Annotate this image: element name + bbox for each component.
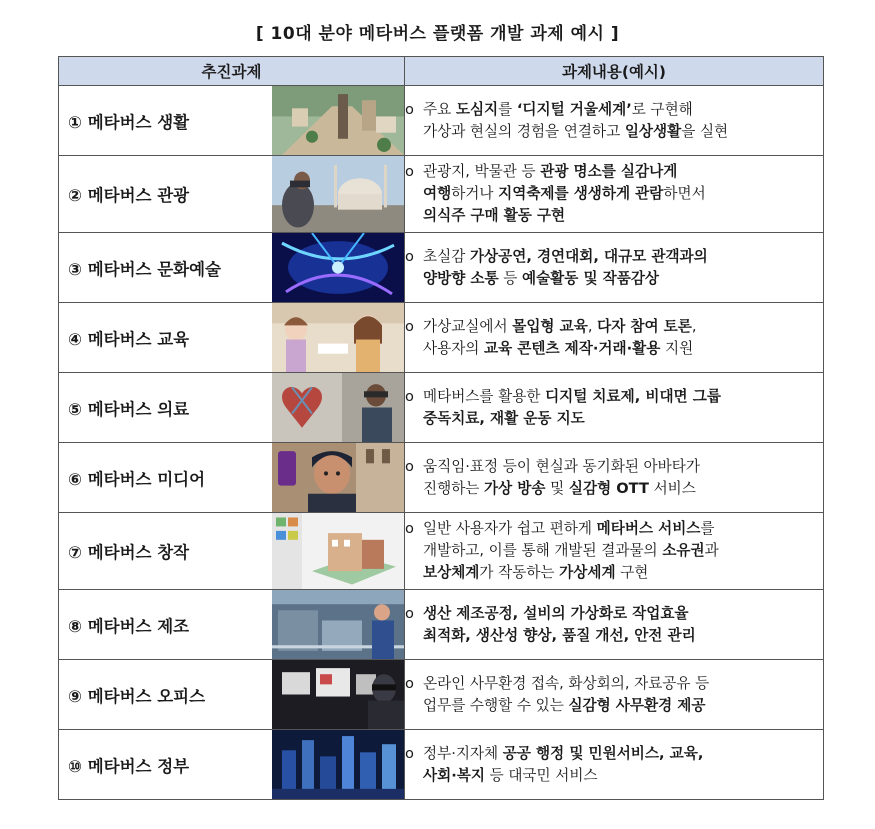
- content-line: [405, 695, 823, 717]
- emphasis-text: 공공 행정 및 민원서비스, 교육,: [502, 744, 704, 762]
- content-cell: [405, 233, 824, 303]
- task-cell: [59, 86, 405, 156]
- emphasis-text: 가상 방송: [484, 479, 546, 497]
- content-line: [405, 625, 823, 647]
- body-text: 지원: [660, 339, 694, 357]
- bullet: o: [405, 744, 414, 762]
- body-text: 및: [545, 479, 569, 497]
- building-editor-image: [272, 513, 404, 589]
- bullet: o: [405, 520, 414, 537]
- emphasis-text: 가상공연, 경연대회, 대규모 관객과의: [469, 247, 708, 265]
- body-text: 를: [700, 520, 715, 537]
- body-text: 가상교실에서: [423, 317, 513, 335]
- emphasis-text: 보상체계: [423, 564, 480, 581]
- content-line: [405, 673, 823, 695]
- emphasis-text: 생산 제조공정, 설비의 가상화로 작업효율: [423, 604, 689, 622]
- content-line: [405, 765, 823, 787]
- body-text: 정부·지자체: [423, 744, 503, 762]
- content-cell: [405, 590, 824, 660]
- emphasis-text: 다자 참여 토론: [597, 317, 692, 335]
- body-text: 온라인 사무환경 접속, 화상회의, 자료공유 등: [423, 674, 710, 692]
- content-line: [405, 562, 823, 584]
- task-label: ⑩ 메타버스 정부: [68, 756, 190, 776]
- body-text: 하거나: [451, 185, 499, 202]
- content-cell: [405, 730, 824, 800]
- content-line: [405, 408, 823, 430]
- virtual-office-image: [272, 660, 404, 729]
- content-cell: [405, 86, 824, 156]
- body-text: 업무를 수행할 수 있는: [423, 696, 569, 714]
- emphasis-text: 교육 콘텐츠 제작·거래·활용: [484, 339, 661, 357]
- factory-line-image: [272, 590, 404, 659]
- content-line: [405, 183, 823, 205]
- body-text: 개발하고, 이를 통해 개발된 결과물의: [423, 542, 663, 559]
- bullet: o: [405, 604, 414, 622]
- task-label: ② 메타버스 관광: [68, 186, 190, 205]
- bullet: o: [405, 674, 414, 692]
- avatar-media-image: [272, 443, 404, 512]
- body-text: 등 대국민 서비스: [484, 766, 598, 784]
- body-text: 사용자의: [423, 339, 485, 357]
- body-text: 주요: [423, 100, 456, 118]
- emphasis-text: 소유권: [662, 542, 705, 559]
- body-text: 을 실현: [681, 122, 729, 140]
- header-content: 과제내용(예시): [405, 57, 824, 86]
- content-line: [405, 478, 823, 500]
- emphasis-text: 실감형 OTT: [568, 479, 649, 497]
- mosque-tourism-image: [272, 156, 404, 232]
- bullet: o: [405, 317, 414, 335]
- body-text: 가상과 현실의 경험을 연결하고: [423, 122, 625, 140]
- emphasis-text: 사회·복지: [423, 766, 485, 784]
- content-cell: [405, 303, 824, 373]
- task-label: ⑥ 메타버스 미디어: [68, 469, 206, 489]
- content-line: [405, 99, 823, 121]
- concert-stage-image: [272, 233, 404, 302]
- bullet: o: [405, 100, 414, 118]
- emphasis-text: 일상생활: [624, 122, 682, 140]
- content-line: [405, 338, 823, 360]
- content-line: [405, 540, 823, 562]
- emphasis-text: 디지털 치료제, 비대면 그룹: [545, 387, 721, 405]
- emphasis-text: 메타버스 서비스: [596, 520, 701, 537]
- emphasis-text: 의식주 구매 활동 구현: [423, 207, 566, 224]
- table-row: [59, 443, 824, 513]
- task-cell: [59, 303, 405, 373]
- table-row: [59, 590, 824, 660]
- table-row: [59, 513, 824, 590]
- emphasis-text: 양방향 소통: [423, 269, 499, 287]
- body-text: 하면서: [663, 185, 706, 202]
- table-row: [59, 233, 824, 303]
- body-text: 진행하는: [423, 479, 485, 497]
- bullet: o: [405, 387, 414, 405]
- task-label: ⑤ 메타버스 의료: [68, 399, 190, 419]
- body-text: 가 작동하는: [479, 564, 560, 581]
- content-line: [405, 316, 823, 338]
- task-label: ⑧ 메타버스 제조: [68, 616, 190, 636]
- emphasis-text: 도심지: [455, 100, 499, 118]
- content-line: [405, 743, 823, 765]
- task-cell: [59, 373, 405, 443]
- body-text: 관광지, 박물관 등: [423, 163, 541, 180]
- digital-city-image: [272, 730, 404, 799]
- task-cell: [59, 660, 405, 730]
- table-row: [59, 86, 824, 156]
- body-text: 움직임·표정 등이 현실과 동기화된 아바타가: [423, 457, 700, 475]
- content-line: [405, 518, 823, 540]
- table-row: [59, 156, 824, 233]
- body-text: ,: [587, 317, 598, 335]
- task-cell: [59, 156, 405, 233]
- body-text: ,: [691, 317, 697, 335]
- content-cell: [405, 443, 824, 513]
- body-text: 서비스: [648, 479, 696, 497]
- task-cell: [59, 590, 405, 660]
- content-line: [405, 603, 823, 625]
- body-text: 일반 사용자가 쉽고 편하게: [423, 520, 597, 537]
- emphasis-text: 중독치료, 재활 운동 지도: [423, 409, 585, 427]
- content-line: [405, 268, 823, 290]
- table-header-row: [59, 57, 824, 86]
- body-text: 초실감: [423, 247, 470, 265]
- emphasis-text: 최적화, 생산성 향상, 품질 개선, 안전 관리: [423, 626, 696, 644]
- emphasis-text: 지역축제를 생생하게 관람: [498, 185, 664, 202]
- hologram-heart-image: [272, 373, 404, 442]
- body-text: 등: [498, 269, 522, 287]
- avatar-classroom-image: [272, 303, 404, 372]
- task-cell: [59, 443, 405, 513]
- task-label: ① 메타버스 생활: [68, 112, 190, 132]
- task-table: [58, 56, 824, 800]
- emphasis-text: 몰입형 교육: [512, 317, 588, 335]
- emphasis-text: 실감형 사무환경 제공: [568, 696, 706, 714]
- table-body: [59, 86, 824, 800]
- emphasis-text: 예술활동 및 작품감상: [521, 269, 660, 287]
- body-text: 를: [498, 100, 517, 118]
- table-row: [59, 660, 824, 730]
- body-text: 구현: [615, 564, 649, 581]
- task-label: ⑦ 메타버스 창작: [68, 543, 190, 562]
- content-line: [405, 386, 823, 408]
- emphasis-text: 관광 명소를 실감나게: [540, 163, 678, 180]
- content-line: [405, 205, 823, 227]
- content-line: [405, 456, 823, 478]
- city-street-image: [272, 86, 404, 155]
- content-line: [405, 246, 823, 268]
- content-cell: [405, 513, 824, 590]
- table-row: [59, 373, 824, 443]
- content-cell: [405, 373, 824, 443]
- emphasis-text: 가상세계: [559, 564, 616, 581]
- task-cell: [59, 730, 405, 800]
- content-line: [405, 121, 823, 143]
- task-label: ③ 메타버스 문화예술: [68, 259, 221, 279]
- body-text: 로 구현해: [631, 100, 693, 118]
- table-row: [59, 303, 824, 373]
- page-title: [ 10대 분야 메타버스 플랫폼 개발 과제 예시 ]: [255, 24, 620, 44]
- bullet: o: [405, 247, 414, 265]
- task-cell: [59, 233, 405, 303]
- body-text: 메타버스를 활용한: [423, 387, 546, 405]
- task-cell: [59, 513, 405, 590]
- task-label: ⑨ 메타버스 오피스: [68, 686, 206, 706]
- content-cell: [405, 660, 824, 730]
- body-text: 과: [704, 542, 719, 559]
- emphasis-text: ‘디지털 거울세계’: [516, 100, 632, 118]
- header-task: 추진과제: [59, 57, 405, 86]
- task-label: ④ 메타버스 교육: [68, 329, 190, 349]
- table-row: [59, 730, 824, 800]
- emphasis-text: 여행: [423, 185, 452, 202]
- content-line: [405, 161, 823, 183]
- bullet: o: [405, 163, 414, 180]
- bullet: o: [405, 457, 414, 475]
- content-cell: [405, 156, 824, 233]
